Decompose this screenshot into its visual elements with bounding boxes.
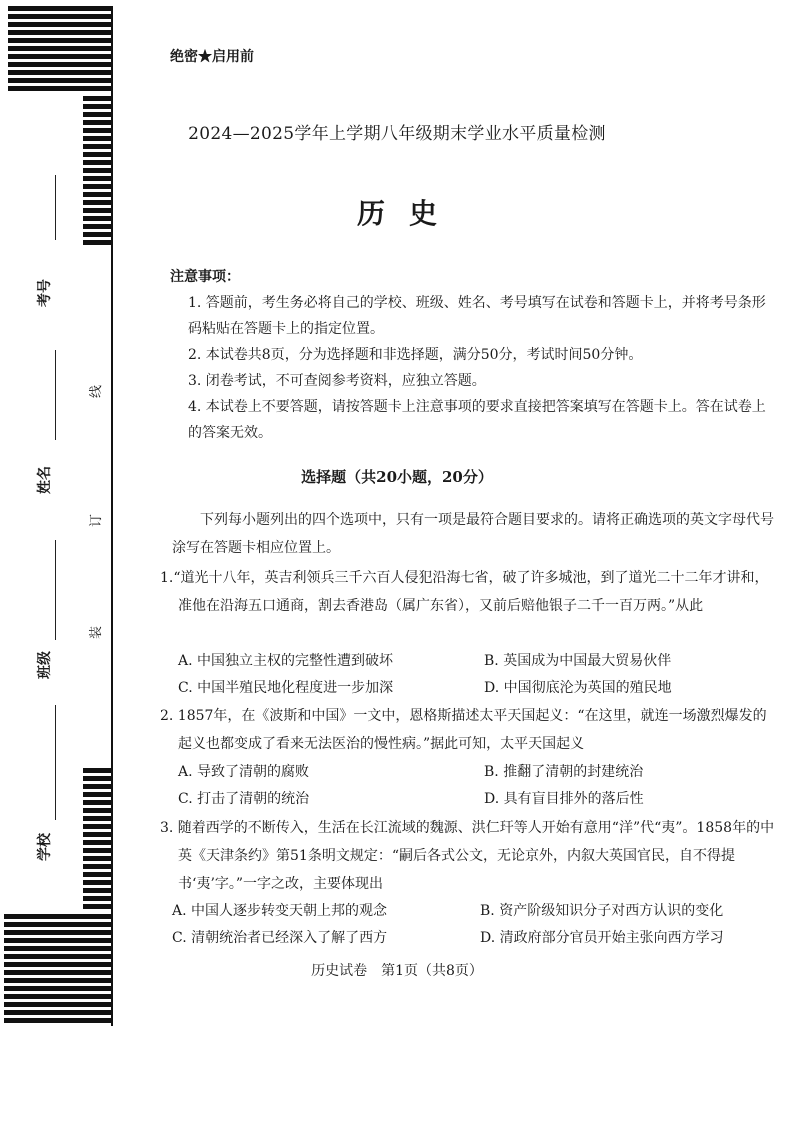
question-stem: 2. 1857年，在《波斯和中国》一文中，恩格斯描述太平天国起义：“在这里，就连一场激烈爆发的起义也都变成了看来无法医治的慢性病。”据此可知，太平天国起义 [160, 708, 767, 752]
note-item: 1. 答题前，考生务必将自己的学校、班级、姓名、考号填写在试卷和答题卡上，并将考号条形码粘贴在答题卡上的指定位置。 [188, 295, 766, 337]
option-d: D. 具有盲目排外的落后性 [484, 791, 644, 807]
binding-char-bind: 装 [89, 625, 105, 640]
page-footer: 历史试卷 第1页（共8页） [311, 963, 483, 979]
option-d: D. 清政府部分官员开始主张向西方学习 [480, 930, 724, 946]
option-a: A. 导致了清朝的腐败 [178, 764, 310, 780]
option-c: C. 中国半殖民地化程度进一步加深 [178, 680, 394, 696]
option-c: C. 清朝统治者已经深入了解了西方 [172, 930, 388, 946]
margin-label-exam-number: 考号 [37, 279, 53, 307]
note-item: 4. 本试卷上不要答题，请按答题卡上注意事项的要求直接把答案填写在答题卡上。答在试卷上的答案无效。 [188, 399, 766, 441]
question-stem: 3. 随着西学的不断传入，生活在长江流域的魏源、洪仁玕等人开始有意用“洋”代“夷”。1858年的中英《天津条约》第51条明文规定：“嗣后各式公文，无论京外，内叙大英国官民，自不得提书‘夷’字。”一字之改，主要体现出 [160, 820, 775, 892]
binding-char-staple: 订 [89, 513, 105, 528]
note-item: 3. 闭卷考试，不可查阅参考资料，应独立答题。 [188, 373, 486, 389]
option-d: D. 中国彻底沦为英国的殖民地 [484, 680, 672, 696]
margin-label-name: 姓名 [37, 466, 53, 494]
option-b: B. 资产阶级知识分子对西方认识的变化 [480, 903, 724, 919]
note-item: 2. 本试卷共8页，分为选择题和非选择题，满分50分，考试时间50分钟。 [188, 347, 643, 363]
question-stem: 1.“道光十八年，英吉利领兵三千六百人侵犯沿海七省，破了许多城池，到了道光二十二年才讲和，准他在沿海五口通商，割去香港岛（属广东省），又前后赔他银子二千一百万两。”从此 [160, 570, 769, 614]
margin-label-class: 班级 [37, 651, 53, 679]
binding-char-line: 线 [89, 384, 105, 399]
section-heading: 选择题（共20小题，20分） [301, 468, 493, 486]
option-a: A. 中国独立主权的完整性遭到破坏 [178, 653, 394, 669]
confidential-mark: 绝密★启用前 [170, 49, 254, 65]
option-a: A. 中国人逐步转变天朝上邦的观念 [172, 903, 388, 919]
option-b: B. 英国成为中国最大贸易伙伴 [484, 653, 672, 669]
margin-label-school: 学校 [37, 833, 53, 861]
section-instruction: 下列每小题列出的四个选项中，只有一项是最符合题目要求的。请将正确选项的英文字母代号涂写在答题卡相应位置上。 [172, 512, 774, 556]
option-c: C. 打击了清朝的统治 [178, 791, 310, 807]
notes-heading: 注意事项： [170, 269, 240, 285]
subject-title: 历史 [356, 197, 461, 230]
option-b: B. 推翻了清朝的封建统治 [484, 764, 644, 780]
exam-title: 2024—2025学年上学期八年级期末学业水平质量检测 [188, 124, 606, 144]
